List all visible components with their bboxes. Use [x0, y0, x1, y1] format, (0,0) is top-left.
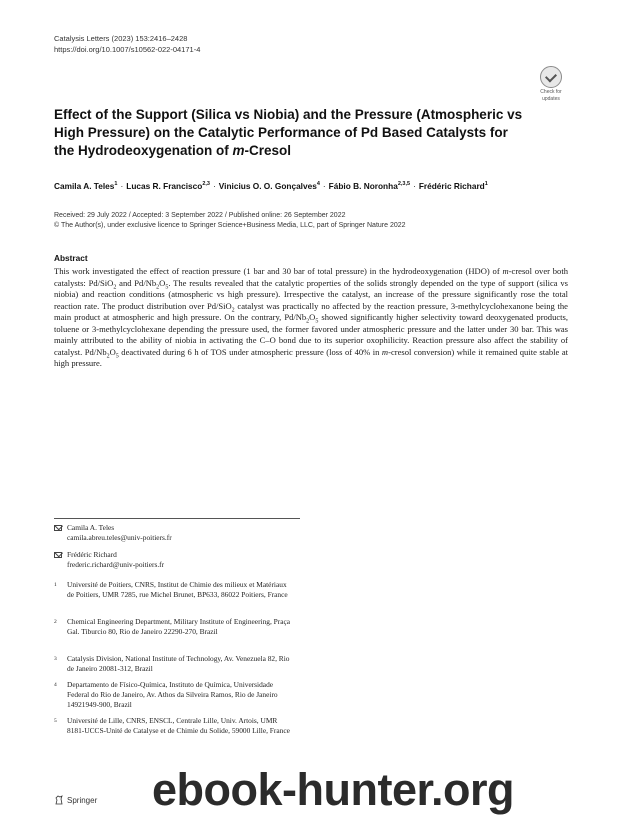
publisher-footer	[54, 795, 97, 805]
author-separator: ·	[322, 181, 326, 191]
author-name[interactable]: Vinicius O. O. Gonçalves	[218, 181, 317, 191]
check-updates-line2: updates	[542, 96, 560, 102]
affiliation-text: Catalysis Division, National Institute of Technology, Av. Venezuela 82, Rio de Janeiro 20081-312, Brazil	[67, 654, 290, 673]
title-italic-m: m	[232, 143, 245, 158]
affiliation-item	[54, 716, 294, 736]
author-name[interactable]: Lucas R. Francisco	[126, 181, 203, 191]
correspondence-item	[54, 550, 164, 570]
affiliation-number: 3	[54, 656, 57, 662]
abstract-heading: Abstract	[54, 253, 88, 263]
doi-link[interactable]: https://doi.org/10.1007/s10562-022-04171-4	[54, 45, 201, 54]
envelope-icon	[54, 525, 62, 531]
author-name[interactable]: Frédéric Richard	[418, 181, 485, 191]
affiliation-number: 4	[54, 682, 57, 688]
affiliation-text: Université de Poitiers, CNRS, Institut de Chimie des milieux et Matériaux de Poitiers, UMR 7285, rue Michel Brunet, BP633, 86022 Poitiers, France	[67, 580, 288, 599]
affiliation-item	[54, 580, 294, 600]
author-list	[54, 181, 574, 191]
author-affiliation: 1	[114, 181, 118, 188]
springer-horse-icon	[54, 795, 64, 805]
publisher-name: Springer	[67, 796, 98, 805]
correspondence-item	[54, 523, 172, 543]
check-updates-line1: Check for	[540, 89, 562, 95]
correspondence-name: Camila A. Teles	[67, 523, 115, 532]
watermark-text: ebook-hunter.org	[152, 764, 514, 815]
check-for-updates-badge[interactable]	[534, 66, 568, 100]
author-separator: ·	[213, 181, 216, 191]
title-part-1: Effect of the Support (Silica vs Niobia) and the Pressure (Atmospheric vs High Pressure) on the Catalytic Performance of Pd Based Catalysts for the Hydrodeoxygenation of	[54, 107, 523, 158]
correspondence-name: Frédéric Richard	[67, 550, 117, 559]
affiliation-text: Université de Lille, CNRS, ENSCL, Centrale Lille, Univ. Artois, UMR 8181-UCCS-Unité de Catalyse et de Chimie du Solide, 59000 Lille, France	[67, 716, 290, 735]
check-updates-icon	[540, 66, 562, 88]
affiliation-item	[54, 617, 294, 637]
author-name[interactable]: Camila A. Teles	[54, 181, 115, 191]
title-part-2: -Cresol	[244, 143, 292, 158]
publication-dates	[54, 211, 406, 231]
affiliation-item	[54, 654, 294, 674]
correspondence-email[interactable]: frederic.richard@univ-poitiers.fr	[67, 560, 165, 569]
paper-title	[54, 106, 524, 160]
affiliation-text: Chemical Engineering Department, Military Institute of Engineering, Praça Gal. Tiburcio 80, Rio de Janeiro 22290-270, Brazil	[67, 617, 291, 636]
author-separator: ·	[413, 181, 416, 191]
affiliation-number: 5	[54, 718, 57, 724]
author-affiliation: 2,3	[202, 181, 210, 188]
copyright-line: © The Author(s), under exclusive licence to Springer Science+Business Media, LLC, part of Springer Nature 2022	[54, 222, 406, 229]
affiliation-item	[54, 680, 294, 710]
journal-header	[54, 33, 200, 55]
footnote-divider	[54, 518, 300, 519]
author-name[interactable]: Fábio B. Noronha	[328, 181, 398, 191]
affiliation-number: 1	[54, 582, 57, 588]
author-affiliation: 1	[484, 181, 488, 188]
affiliation-number: 2	[54, 619, 57, 625]
author-separator: ·	[120, 181, 124, 191]
author-affiliation: 4	[316, 181, 320, 188]
abstract-body: This work investigated the effect of reaction pressure (1 bar and 30 bar of total pressure) in the hydrodeoxygenation (HDO) of m-cresol over both catalysts: Pd/SiO$_2$ and $Pd/Nb_2O_5$. The results revealed that the catalytic properties of the solids strongly depended on the type of support (silica vs niobia) and reaction conditions (atmospheric vs high pressure). Irrespective the catalyst, an increase of the pressure significantly rose the total reaction rate. The product distribution over Pd/SiO$_2$ catalyst was practically no affected by the reaction pressure, 3-methylcyclohexanone being the main product at atmospheric and high pressure. On the contrary, $Pd/Nb_2O_5$ showed significantly higher selectivity toward deoxygenated products, toluene or 3-methylcyclohexane depending the pressure used, the former favored under atmospheric pressure and the latter under 30 bar. This was mainly attributed to the ability of niobia in activating the C–O bond due to its superior oxophilicity. Reaction pressure also affect the stability of catalyst. $Pd/Nb_2O_5$ deactivated during 6 h of TOS under atmospheric pressure (loss of 40% in m-cresol conversion) while it remained quite stable at high pressure.	[54, 266, 568, 368]
envelope-icon	[54, 552, 62, 558]
affiliation-text: Departamento de Físico-Química, Instituto de Química, Universidade Federal do Rio de Janeiro, Av. Athos da Silveira Ramos, Rio de Janeiro 14921949-900, Brazil	[67, 680, 278, 709]
received-accepted-published: Received: 29 July 2022 / Accepted: 3 September 2022 / Published online: 26 September 2022	[54, 212, 346, 219]
correspondence-email[interactable]: camila.abreu.teles@univ-poitiers.fr	[67, 533, 172, 542]
author-affiliation: 2,3,5	[397, 181, 411, 188]
journal-citation: Catalysis Letters (2023) 153:2416–2428	[54, 34, 188, 43]
